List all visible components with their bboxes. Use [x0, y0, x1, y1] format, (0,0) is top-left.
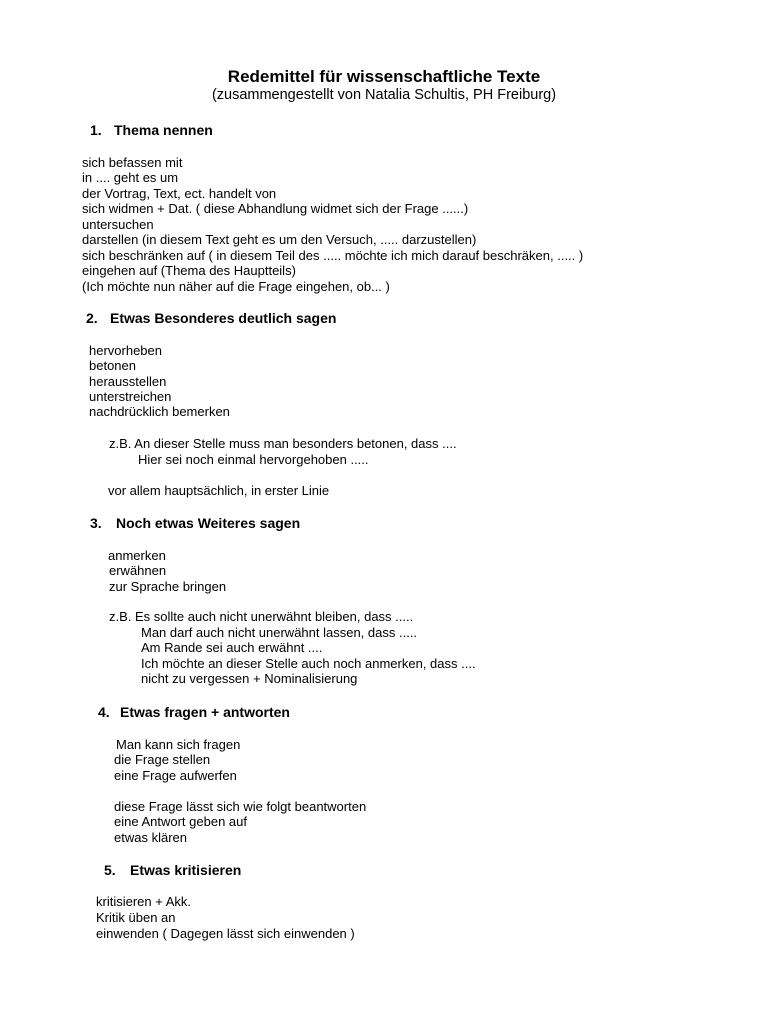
- list-item: untersuchen: [82, 217, 154, 232]
- list-item: eingehen auf (Thema des Hauptteils): [82, 263, 296, 278]
- list-item: vor allem hauptsächlich, in erster Linie: [108, 483, 330, 498]
- list-item: zur Sprache bringen: [109, 579, 227, 594]
- section-heading: [104, 862, 241, 878]
- document-title: Redemittel für wissenschaftliche Texte: [227, 67, 541, 86]
- section-number: 3.: [90, 515, 102, 531]
- section-title: Etwas kritisieren: [130, 862, 242, 878]
- list-item: (Ich möchte nun näher auf die Frage eingehen, ob... ): [82, 279, 390, 294]
- example-line: Am Rande sei auch erwähnt ....: [141, 640, 323, 655]
- section-number: 5.: [104, 862, 116, 878]
- section-number: 4.: [98, 704, 110, 720]
- list-item: hervorheben: [89, 343, 162, 358]
- example-line: z.B. An dieser Stelle muss man besonders betonen, dass ....: [109, 436, 457, 451]
- example-line: z.B. Es sollte auch nicht unerwähnt bleiben, dass .....: [109, 609, 414, 624]
- list-item: diese Frage lässt sich wie folgt beantworten: [114, 799, 367, 814]
- list-item: sich beschränken auf ( in diesem Teil des ..... möchte ich mich darauf beschräken, ..... ): [82, 248, 584, 263]
- list-item: einwenden ( Dagegen lässt sich einwenden ): [96, 926, 355, 941]
- section-heading: [90, 515, 300, 531]
- list-item: etwas klären: [114, 830, 187, 845]
- list-item: in .... geht es um: [82, 170, 179, 185]
- section-number: 2.: [86, 310, 98, 326]
- section-heading: [86, 310, 336, 326]
- section-heading: [90, 122, 213, 138]
- list-item: nachdrücklich bemerken: [89, 404, 230, 419]
- list-item: sich befassen mit: [82, 155, 183, 170]
- list-item: erwähnen: [109, 563, 167, 578]
- list-item: betonen: [89, 358, 136, 373]
- document-subtitle: (zusammengestellt von Natalia Schultis, PH Freiburg): [211, 87, 557, 103]
- list-item: der Vortrag, Text, ect. handelt von: [82, 186, 277, 201]
- section-title: Thema nennen: [114, 122, 213, 138]
- list-item: herausstellen: [89, 374, 167, 389]
- list-item: anmerken: [108, 548, 166, 563]
- section-number: 1.: [90, 122, 102, 138]
- list-item: eine Frage aufwerfen: [114, 768, 237, 783]
- example-line: Hier sei noch einmal hervorgehoben .....: [138, 452, 369, 467]
- section-title: Etwas Besonderes deutlich sagen: [110, 310, 337, 326]
- section-heading: [98, 704, 290, 720]
- list-item: unterstreichen: [89, 389, 172, 404]
- list-item: kritisieren + Akk.: [96, 894, 192, 909]
- section-title: Noch etwas Weiteres sagen: [116, 515, 301, 531]
- list-item: eine Antwort geben auf: [114, 814, 247, 829]
- example-line: Man darf auch nicht unerwähnt lassen, dass .....: [141, 625, 418, 640]
- list-item: darstellen (in diesem Text geht es um den Versuch, ..... darzustellen): [82, 232, 477, 247]
- list-item: sich widmen + Dat. ( diese Abhandlung widmet sich der Frage ......): [82, 201, 469, 216]
- section-title: Etwas fragen + antworten: [120, 704, 290, 720]
- list-item: Man kann sich fragen: [116, 737, 241, 752]
- example-line: Ich möchte an dieser Stelle auch noch anmerken, dass ....: [141, 656, 476, 671]
- example-line: nicht zu vergessen + Nominalisierung: [141, 671, 358, 686]
- list-item: Kritik üben an: [96, 910, 176, 925]
- list-item: die Frage stellen: [114, 752, 211, 767]
